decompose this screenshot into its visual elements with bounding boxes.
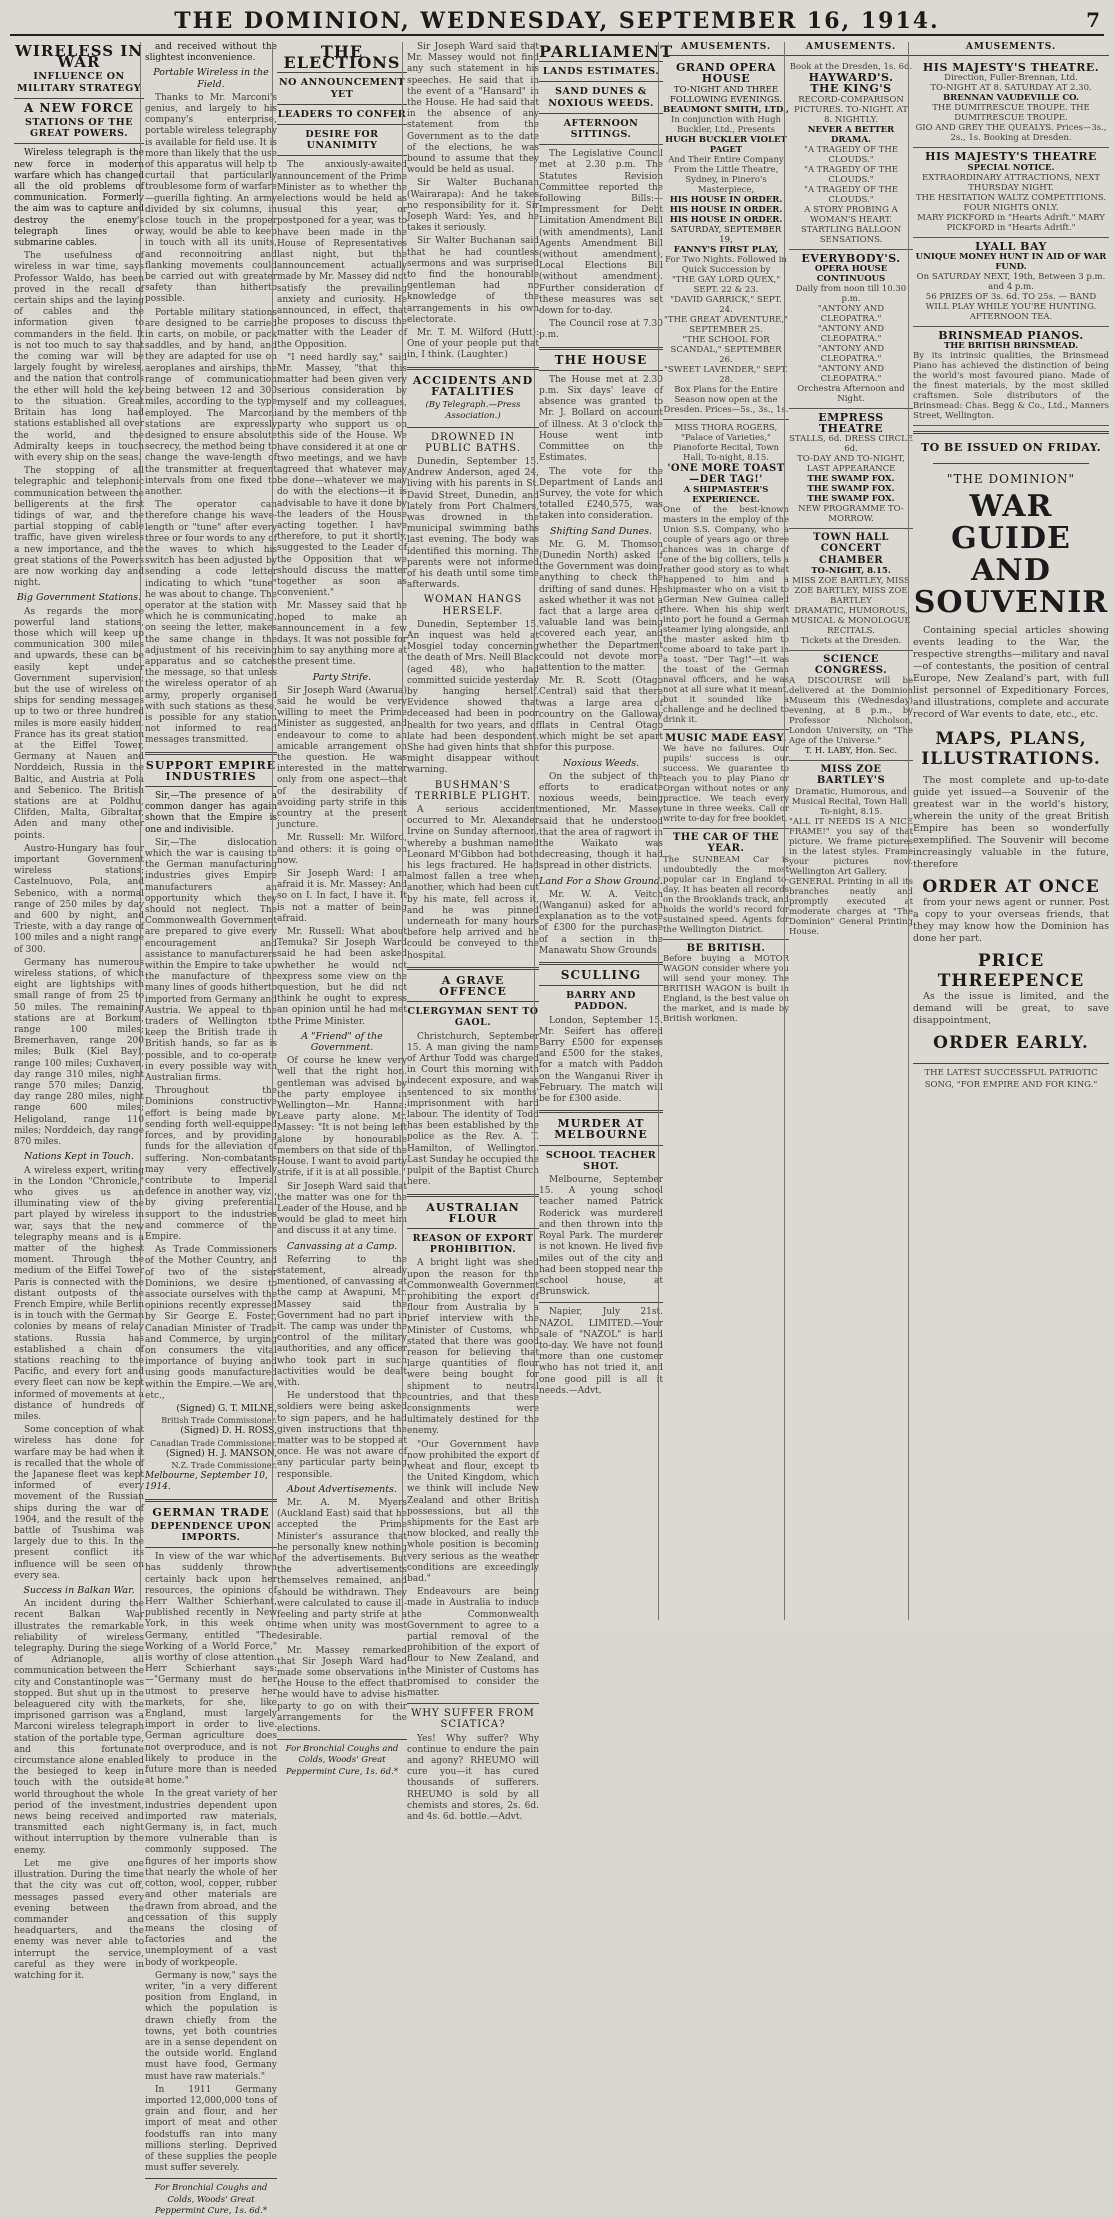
ad-his-majestys-2: HIS MAJESTY'S THEATRE SPECIAL NOTICE. EXTRAORDINARY ATTRACTIONS, NEXT THURSDAY NIGHT. THE HESITATION WALTZ COMPETITIONS. FOUR NIGHTS ONLY. MARY PICKFORD in "Hearts Adrift." MARY PICKFORD in "Hearts Adrift." — [913, 148, 1109, 237]
ad-lyall-bay: LYALL BAY UNIQUE MONEY HUNT IN AID OF WAR FUND. On SATURDAY NEXT, 19th, Between 3 p.m. and 4 p.m. 56 PRIZES OF 3s. 6d. TO 25s. — BAND WILL PLAY WHILE YOU'RE HUNTING. AFTERNOON TEA. — [913, 238, 1109, 327]
subhead-dependence: DEPENDENCE UPON IMPORTS. — [150, 1520, 272, 1543]
ad-brinsmead: BRINSMEAD PIANOS. THE BRITISH BRINSMEAD. By its intrinsic qualities, the Brinsmead Piano has achieved the distinction of being the world's most favoured piano. Made of the finest materials, by the most skilled craftsmen. Sole distributors of the Brinsmead: Chas. Begg & Co., Ltd., Manners Street, Wellington. — [913, 327, 1109, 426]
subhead-barry-paddon: BARRY AND PADDON. — [566, 990, 636, 1013]
ad-music-made-easy: MUSIC MADE EASY. We have no failures. Our pupils' success is our success. We guarantee to teach you to play Piano or Organ without notes or any practice. We teach every tune in three weeks. Call or write to-day for free booklet. — [663, 730, 789, 829]
subhead-influence: INFLUENCE ON MILITARY STRATEGY — [16, 71, 142, 94]
column-5: PARLIAMENT LANDS ESTIMATES. SAND DUNES & NOXIOUS WEEDS. AFTERNOON SITTINGS. The Legislative Council met at 2.30 p.m. The Statutes Revision Committee reported the following Bills:—Impressment for Debt Limitation Amendment Bill (with amendments), Land Agents Amendment Bill (without amendment), Local Elections Bill (without amendment). Further consideration of these measures was set down for to-day. The Council rose at 7.30 p.m. THE HOUSE The House met at 2.30 p.m. Six days' leave of absence was granted to Mr. J. Bollard on account of illness. At 3 o'clock the House went into Committee on the Estimates. The vote for the Department of Lands and Survey, the vote for which totalled £240,575, was taken into consideration. Shifting Sand Dunes. Mr. G. M. Thomson (Dunedin North) asked if the Government was doing anything to check the drifting of sand dunes. He asked whether it was not a fact that a large area of valuable land was being covered each year, and whether the Department could not devote more attention to the matter. Mr. R. Scott (Otago Central) said that there was a large area of country on the Galloway flats in Central Otago which might be set apart for this purpose. Noxious Weeds. On the subject of the efforts to eradicate noxious weeds, being mentioned, Mr. Massey said that he understood that the area of ragwort in the Waikato was decreasing, though it had spread in other districts. Land For a Show Ground. Mr. W. A. Veitch (Wanganui) asked for an explanation as to the vote of £300 for the purchase of a section in the Manawatu Show Grounds. SCULLING BARRY AND PADDON. London, September 15. Mr. Seifert has offered Barry £500 for expenses and £500 for the stakes, for a match with Paddon on the Wanganui River in February. The match will be for £300 aside. MURDER AT MELBOURNE SCHOOL TEACHER SHOT. Melbourne, September 15. A young school teacher named Patrick Roderick was murdered and then thrown into the Royal Park. The murderer is not known. He lived five miles out of the city and had been stopped near the school house, at Brunswick. Napier, July 21st. NAZOL LIMITED.—Your sale of "NAZOL" is hard to-day. We have not found more than one customer who has not tried it, and one good pill is all it needs.—Advt. — [534, 42, 667, 1620]
section-party-strife: Party Strife. — [312, 671, 372, 683]
column-2: and received without the slightest inconvenience. Portable Wireless in the Field. Thanks to Mr. Marconi's genius, and largely to his company's enterprise, portable wireless telegraphy is available for field use. It is more than likely that the use of this apparatus will help to curtail that particularly troublesome form of warfare—guerilla fighting. An army divided by six columns, in close touch in the proper way, would be able to keep in touch with all its units, and reconnoitring and flanking movements could be carried out with greater safety than hitherto possible. Portable military stations are designed to be carried in carts, on mobile, or pack saddles, and by hand, and they are adapted for use on aeroplanes and airships, the range of communication being between 12 and 300 miles, according to the type employed. The Marconi stations are expressly designed to ensure absolute secrecy, the method being to change the wave-length of the transmitter at frequent intervals from one fixed to another. The operator can therefore change his wave-length or "tune" after every three or four words to any of the waves to which his switch has been adjusted by sending a code letter indicating to which "tune" he was about to change. The operator at the station with which he is communicating, on seeing the letter, makes the same change in the adjustment of his receiving apparatus and so catches the message, so that unless the wireless operator of an army, properly organised with such stations as these, is possible for any station not informed to read messages transmitted. SUPPORT EMPIRE INDUSTRIES Sir,—The presence of a common danger has again shown that the Empire is one and indivisible. Sir,—The dislocation which the war is causing to the German manufacturing industries gives Empire manufacturers an opportunity which they should not neglect. The Commonwealth Government are prepared to give every encouragement and assistance to manufacturers within the Empire to take up the manufacture of the many lines of goods hitherto imported from Germany and Austria. We appeal to the traders of Wellington to keep the British trade in British hands, so far as is possible, and to co-operate in every possible way with Australian firms. Throughout the Dominions constructive effort is being made by sending forth well-equipped forces, and by providing funds for the alleviation of suffering. Non-combatants may very effectively contribute to Imperial defence in another way, viz., by giving preferential support to the industries and commerce of the Empire. As Trade Commissioners of the Mother Country, and of two of the sister Dominions, we desire to associate ourselves with the opinions recently expressed by Sir George E. Foster, Canadian Minister of Trade and Commerce, by urging on consumers the vital importance of buying and using goods manufactured within the Empire.—We are, etc., (Signed) G. T. MILNE, British Trade Commissioner. (Signed) D. H. ROSS, Canadian Trade Commissioner. (Signed) H. J. MANSON, N.Z. Trade Commissioner. Melbourne, September 10, 1914. GERMAN TRADE DEPENDENCE UPON IMPORTS. In view of the war which has suddenly thrown certainly back upon her resources, the opinions of Herr Walther Schierhant, published recently in New York, in this week on Germany, entitled "The Working of a World Force," is worthy of close attention. Herr Schierhant says:—"Germany must do her utmost to preserve her markets, for she, like England, must largely import in order to live. German agriculture does not overproduce, and is not likely to produce in the future more than is needed at home." In the great variety of her industries dependent upon imported raw materials, Germany is, in fact, much more vulnerable than is commonly supposed. The figures of her imports show that nearly the whole of her cotton, wool, copper, rubber and other materials are drawn from abroad, and the cessation of this supply means the closing of factories and the unemployment of a vast body of workpeople. Germany is now," says the writer, "in a very different position from England, in which the population is drawn chiefly from the towns, yet both countries are in a sense dependent on the outside world. England must have food, Germany must have raw materials." In 1911 Germany imported 12,000,000 tons of grain and flour, and her import of meat and other foodstuffs ran into many millions sterling. Deprived of these supplies the people must suffer severely. For Bronchial Coughs and Colds, Woods' Great Peppermint Cure, 1s. 6d.* — [140, 42, 281, 1620]
subhead-no-announcement: NO ANNOUNCEMENT YET — [278, 77, 406, 100]
column-4: Sir Joseph Ward said that Mr. Massey would not find any such statement in his speeches. He said that in the event of a "Hansard" in the House. He had said that in the absence of any statement from the Government as to the date of the elections, he was bound to assume that they would be held as usual. Sir Walter Buchanan (Wairarapa): And he takes no responsibility for it. Sir Joseph Ward: Yes, and he takes it seriously. Sir Walter Buchanan said that he had countless sermons and was surprised to find the honourable gentleman had no knowledge of the arrangements in his own electorate. Mr. T. M. Wilford (Hutt): One of your people put that in, I think. (Laughter.) ACCIDENTS AND FATALITIES (By Telegraph.—Press Association.) DROWNED IN PUBLIC BATHS. Dunedin, September 15. Andrew Anderson, aged 24, living with his parents in St. David Street, Dunedin, and lately from Port Chalmers, was drowned in the municipal swimming baths last evening. The body was identified this morning. The parents were not informed of his death until some time afterwards. WOMAN HANGS HERSELF. Dunedin, September 15. An inquest was held at Mosgiel today concerning the death of Mrs. Neill Black (aged 48), who had committed suicide yesterday by hanging herself. Evidence showed that deceased had been in poor health for two years, and of late had been despondent. She had given hints that she might disappear without warning. BUSHMAN'S TERRIBLE PLIGHT. A serious accident occurred to Mr. Alexander Irvine on Sunday afternoon, whereby a bushman named Leonard M'Gibbon had both his legs fractured. He had almost fallen a tree when another, which had been cut by his mate, fell across it, and he was pinned underneath for many hours before help arrived and he could be conveyed to the hospital. A GRAVE OFFENCE CLERGYMAN SENT TO GAOL. Christchurch, September 15. A man giving the name of Arthur Todd was charged in Court this morning with indecent exposure, and was sentenced to six months' imprisonment with hard labour. The identity of Todd has been established by the police as the Rev. A. T. Hamilton, of Wellington. Last Sunday he occupied the pulpit of the Baptist Church here. AUSTRALIAN FLOUR REASON OF EXPORT PROHIBITION. A bright light was shed upon the reason for the Commonwealth Government prohibiting the export of flour from Australia by a brief interview with the Minister of Customs, who stated that there was good reason for believing that large quantities of flour were being bought for shipment to neutral countries, and that these consignments were ultimately destined for the enemy. "Our Government have now prohibited the export of wheat and flour, except to the United Kingdom, which we think will include New Zealand and other British possessions, but all the shipments for the East are now blocked, and really the whole position is becoming very serious as the weather conditions are exceedingly bad." Endeavours are being made in Australia to induce the Commonwealth Government to agree to a partial removal of the prohibition of the export of flour to New Zealand, and the Minister of Customs has promised to consider the matter. WHY SUFFER FROM SCIATICA? Yes! Why suffer? Why continue to endure the pain and agony? RHEUMO will cure you—it has cured thousands of sufferers. RHEUMO is sold by all chemists and stores, 2s. 6d. and 4s. 6d. bottle.—Advt. — [402, 42, 543, 1620]
story-woman-hangs: WOMAN HANGS HERSELF. — [423, 594, 523, 617]
column-3: THE ELECTIONS NO ANNOUNCEMENT YET LEADERS TO CONFER DESIRE FOR UNANIMITY The anxiously-awaited announcement of the Prime Minister as to whether the elections would be held as usual this year, or postponed for a year, was to have been made in the House of Representatives last night, but the announcement actually made by Mr. Massey did not satisfy the prevailing anxiety and curiosity. He announced, in effect, that he proposes to discuss the matter with the Leader of the Opposition. "I need hardly say," said Mr. Massey, "that this matter had been given very serious consideration by myself and my colleagues, and by the members of the party who support us on this side of the House. We have considered it at one or two meetings, and we have agreed that whatever may be done—whatever we may do with the elections—it is advisable to have it done by the leaders of the House acting together. I have therefore, to put it shortly, suggested to the Leader of the Opposition that we should discuss the matter together as soon as convenient." Mr. Massey said that he hoped to make an announcement in a few days. It was not possible for him to say anything more at the present time. Party Strife. Sir Joseph Ward (Awarua) said he would be very willing to meet the Prime Minister as suggested, and endeavour to come to an amicable arrangement on the question. He was interested in the matter only from one aspect—that of the desirability of avoiding party strife in this country at the present juncture. Mr. Russell: Mr. Wilford, and others: it is going on now. Sir Joseph Ward: I am afraid it is. Mr. Massey: And so on I. In fact, I have it. It is not a matter of being afraid. Mr. Russell: What about Temuka? Sir Joseph Ward said he had been asked whether he would not express some view on the question, but he did not think he ought to express an opinion until he had met the Prime Minister. A "Friend" of the Government. Of course he knew very well that the right hon. gentleman was advised by the party employee in Wellington—Mr. Hanna: Leave party alone. Mr. Massey: "It is not being left alone by honourable members on that side of the House. I want to avoid party strife, if it is at all possible." Sir Joseph Ward said that the matter was one for the Leader of the House, and he would be glad to meet him and discuss it at any time. Canvassing at a Camp. Referring to the statement, already mentioned, of canvassing at the camp at Awapuni, Mr. Massey said the Government had no part in it. The camp was under the control of the military authorities, and any officer who took part in such activities would be dealt with. He understood that the soldiers were being asked to sign papers, and he had given instructions that the matter was to be stopped at once. He was not aware of any particular party being responsible. About Advertisements. Mr. A. M. Myers (Auckland East) said that he accepted the Prime Minister's assurance that he personally knew nothing of the advertisements. But the advertisements themselves remained, and should be withdrawn. They were calculated to cause ill-feeling and party strife at a time when unity was most desirable. Mr. Massey remarked that Sir Joseph Ward had made some observations in the House to the effect that he would have to advise his party to go on with their arrangements for the elections. For Bronchial Coughs and Colds, Woods' Great Peppermint Cure, 1s. 6d.* — [272, 42, 411, 1620]
subhead-sand-dunes: SAND DUNES & NOXIOUS WEEDS. — [548, 86, 654, 109]
headline-flour: AUSTRALIAN FLOUR — [426, 1200, 520, 1225]
page-number: 7 — [1086, 8, 1100, 32]
ad-car-of-year: THE CAR OF THE YEAR. The SUNBEAM Car is undoubtedly the most popular car in England to-day. It has beaten all records on the Brooklands track, and holds the world's record for sustained speed. Agents for the Wellington District. — [663, 829, 789, 939]
promo-paper: "THE DOMINION" — [946, 472, 1076, 487]
section-show-ground: Land For a Show Ground. — [539, 875, 663, 887]
promo-order-at-once: ORDER AT ONCE — [922, 877, 1100, 898]
signature-2: (Signed) D. H. ROSS, — [180, 1426, 277, 1437]
subhead-stations: STATIONS OF THE GREAT POWERS. — [24, 117, 133, 140]
ad-haywards: Book at the Dresden, 1s. 6d. HAYWARD'S. THE KING'S RECORD-COMPARISON PICTURES. TO-NIGHT. AT 8. NIGHTLY. NEVER A BETTER DRAMA. "A TRAGEDY OF THE CLOUDS." "A TRAGEDY OF THE CLOUDS." "A TRAGEDY OF THE CLOUDS." A STORY PROBING A WOMAN'S HEART. STARTLING BALLOON SENSATIONS. — [789, 59, 913, 249]
subhead-teacher-shot: SCHOOL TEACHER SHOT. — [545, 1149, 657, 1172]
col2-continuation: and received without the slightest inconvenience. — [145, 42, 277, 64]
signature-3: (Signed) H. J. MANSON, — [165, 1448, 277, 1459]
promo-title-1: WAR GUIDE — [951, 489, 1071, 557]
ad-science-congress: SCIENCE CONGRESS. A DISCOURSE will be delivered at the Dominion Museum this (Wednesday) evening, at 8 p.m., by Professor Nicholson, London University, on "The Age of the Universe." T. H. LABY, Hon. Sec. — [789, 651, 913, 761]
section-big-stations: Big Government Stations. — [16, 592, 142, 604]
promo-price: PRICE THREEPENCE — [937, 951, 1085, 992]
section-canvassing: Canvassing at a Camp. — [286, 1240, 398, 1252]
story-drowned: DROWNED IN PUBLIC BATHS. — [425, 431, 521, 454]
byline-press: (By Telegraph.—Press Association.) — [425, 400, 521, 422]
amusements-header-1: AMUSEMENTS. — [663, 42, 789, 56]
headline-murder: MURDER AT MELBOURNE — [554, 1117, 648, 1142]
headline-sculling: SCULLING — [560, 968, 642, 983]
headline-wireless: WIRELESS IN WAR — [14, 42, 144, 72]
ad-zoe-bartley: MISS ZOE BARTLEY'S Dramatic, Humorous, and Musical Recital, Town Hall, To-night, 8.15. "ALL IT NEEDS IS A NICE FRAME!" you say of that picture. We frame pictures in the latest styles. Frame your pictures now. Wellington Art Gallery. GENERAL Printing in all its branches neatly and promptly executed at moderate charges at "The Dominion" General Printing House. — [789, 764, 913, 937]
ad-one-more-toast: MISS THORA ROGERS, "Palace of Varieties," Pianoforte Recital, Town Hall, To-night, 8.15. 'ONE MORE TOAST—DER TAG!' A SHIPMASTER'S EXPERIENCE. One of the best-known masters in the employ of the Union S.S. Company, who a couple of years ago or three chances was in charge of one of the big colliers, tells a rather good story as to what happened to him and a shipmaster who on a visit to German New Guinea called there. When his ship went into port he found a German steamer lying alongside, and the master asked him to come aboard to take part in a toast. "Der Tag!"—it was the toast of the German naval officers, and he was not at all sure what it meant, but it sounded like a challenge and he declined to drink it. — [663, 420, 789, 730]
subhead-new-force: A NEW FORCE — [24, 100, 134, 115]
column-8-amusements — [908, 42, 1113, 1620]
headline-accidents: ACCIDENTS AND FATALITIES — [412, 373, 534, 398]
col2-footer-ad: For Bronchial Coughs and Colds, Woods' Great Peppermint Cure, 1s. 6d.* — [154, 2183, 268, 2216]
headline-elections: THE ELECTIONS — [283, 42, 401, 73]
headline-parliament: PARLIAMENT — [539, 42, 674, 61]
subhead-export: REASON OF EXPORT PROHIBITION. — [412, 1232, 534, 1256]
section-portable-wireless: Portable Wireless in the Field. — [153, 67, 269, 90]
subhead-clergyman: CLERGYMAN SENT TO GAOL. — [407, 1006, 539, 1029]
column-6-amusements — [658, 42, 793, 1620]
ad-town-hall-concert: TOWN HALL CONCERT CHAMBER TO-NIGHT, 8.15. MISS ZOE BARTLEY, MISS ZOE BARTLEY, MISS ZOE BARTLEY DRAMATIC, HUMOROUS, MUSICAL & MONOLOGUE RECITALS. Tickets at the Dresden. — [789, 529, 913, 651]
masthead-title: THE DOMINION, WEDNESDAY, SEPTEMBER 16, 1914. — [174, 8, 940, 34]
signature-place: Melbourne, September 10, 1914. — [145, 1471, 268, 1493]
ad-grand-opera-house: GRAND OPERA HOUSE TO-NIGHT AND THREE FOLLOWING EVENINGS. BEAUMONT SMITH, LTD., In conjunction with Hugh Buckler, Ltd., Presents HUGH BUCKLER VIOLET PAGET And Their Entire Company From the Little Theatre, Sydney, in Pinero's Masterpiece, HIS HOUSE IN ORDER. HIS HOUSE IN ORDER. HIS HOUSE IN ORDER. SATURDAY, SEPTEMBER 19, FANNY'S FIRST PLAY, For Two Nights. Followed in Quick Succession by "THE GAY LORD QUEX," SEPT. 22 & 23. "DAVID GARRICK," SEPT. 24. "THE GREAT ADVENTURE," SEPTEMBER 25. "THE SCHOOL FOR SCANDAL," SEPTEMBER 26. "SWEET LAVENDER," SEPT. 28. Box Plans for the Entire Season now open at the Dresden. Prices—5s., 3s., 1s. — [663, 59, 789, 419]
subhead-unanimity: DESIRE FOR UNANIMITY — [305, 129, 379, 152]
story-bushman: BUSHMAN'S TERRIBLE PLIGHT. — [415, 779, 531, 802]
headline-german-trade: GERMAN TRADE — [152, 1505, 270, 1519]
promo-title-2: AND SOUVENIR — [913, 553, 1109, 621]
column-1: WIRELESS IN WAR INFLUENCE ON MILITARY STRATEGY A NEW FORCE STATIONS OF THE GREAT POWERS. Wireless telegraph is the new force in modern warfare which has changed all the old problems of communication. Formerly the aim was to capture and destroy the enemy's telegraph lines or submarine cables. The usefulness of wireless in war time, says Professor Waldo, has been proved in the recall of certain ships and the laying of cables and the information given to commanders in the field. It is not too much to say that the coming war will be largely fought by wireless, and the nation that controls the ether will hold the key to the situation. Great Britain has long had stations established all over the world, and the Admiralty keeps in touch with every ship on the seas. The stopping of all telegraphic and telephonic communication between the belligerents at the first tidings of war, and the partial stopping of cable traffic, have given wireless a new importance, and the great stations of the Powers are now working day and night. Big Government Stations. As regards the more powerful land stations, those which will keep up communication 300 miles and upwards, these can be easily kept under Government supervision; but the use of wireless on ships for sending messages up to two or three hundred miles is more easily hidden. France has its great station at the Eiffel Tower, Germany at Nauen and Norddeich, Russia in the Baltic, and Austria at Pola and Sebenico. The British stations are at Poldhu, Clifden, Malta, Gibraltar, Aden and many other points. Austro-Hungary has four important Government wireless stations; Castelnuovo, Pola, and Sebenico, with a normal range of 250 miles by day and 600 by night, and Trieste, with a day range of 100 miles and a night range of 300. Germany has numerous wireless stations, of which eight are lightships with small range of from 25 to 50 miles. The remaining stations are at Borkum, range 100 miles; Bremerhaven, range 200 miles; Bulk (Kiel Bay), range 100 miles; Cuxhaven, day range 310 miles, night range 570 miles; Danzig, day range 280 miles, night range 600 miles; Heligoland, range 110 miles; Norddeich, day range 870 miles. Nations Kept in Touch. A wireless expert, writing in the London "Chronicle," who gives us an illuminating view of the part played by wireless in war, says that the new telegraphy means and is a matter of the highest moment. Through the medium of the Eiffel Tower Paris is connected with the distant outposts of the French Empire, while Berlin is in touch with the German colonies by means of relay stations. Russia has established a chain of stations reaching to the Pacific, and every fort and every fleet can now be kept informed of movements at a distance of hundreds of miles. Some conception of what wireless has done for warfare may be had when it is recalled that the whole of the Japanese fleet was kept informed of every movement of the Russian ships during the war of 1904, and the result of the battle of Tsushima was largely due to this. In the present conflict its influence will be seen on every sea. Success in Balkan War. An incident during the recent Balkan War illustrates the remarkable reliability of wireless telegraphy. During the siege of Adrianople, all communication between the city and Constantinople was stopped. But shut up in the beleaguered city with the imprisoned garrison was a Marconi wireless telegraph station of the portable type, and this fortunate circumstance alone enabled the besieged to keep in touch with the outside world throughout the whole period of the investment, news being received and transmitted each night without interruption by the enemy. Let me give one illustration. During the time that the city was cut off, messages passed every evening between the commander and headquarters, and the enemy was never able to interrupt the service, careful as they were in watching for it. — [14, 42, 144, 1981]
promo-war-guide: TO BE ISSUED ON FRIDAY. "THE DOMINION" WAR GUIDE AND SOUVENIR Containing special articles showing events leading to the War, the respective strengths—military and naval—of contestants, the position of central Europe, New Zealand's part, with full list personnel of Expeditionary Forces, and illustrations, complete and accurate record of War events to date, etc., etc. MAPS, PLANS, ILLUSTRATIONS. The most complete and up-to-date guide yet issued—a Souvenir of the greatest war in the world's history, wherein the unity of the great British Empire has been so wonderfully exemplified. The Souvenir will become increasingly valuable in the future, therefore ORDER AT ONCE from your news agent or runner. Post a copy to your overseas friends, that they may know how the Dominion has done her part. PRICE THREEPENCE As the issue is limited, and the demand will be great, to save disappointment, ORDER EARLY. THE LATEST SUCCESSFUL PATRIOTIC SONG, "FOR EMPIRE AND FOR KING." — [913, 441, 1109, 1090]
ad-be-british: BE BRITISH. Before buying a MOTOR WAGON consider where you will send your money. The BRITISH WAGON is built in England, is the best value on the market, and is made by British workmen. — [663, 942, 789, 1024]
ad-his-majestys-1: HIS MAJESTY'S THEATRE. Direction, Fuller-Brennan, Ltd. TO-NIGHT AT 8. SATURDAY AT 2.30. BRENNAN VAUDEVILLE CO. THE DUMITRESCUE TROUPE. THE DUMITRESCUE TROUPE. GIO AND GREY THE QUEALYS. Prices—3s., 2s., 1s. Booking at Dresden. — [913, 59, 1109, 148]
promo-order-early: ORDER EARLY. — [933, 1033, 1089, 1054]
section-friend: A "Friend" of the Government. — [301, 1030, 383, 1054]
ad-everybodys: EVERYBODY'S. OPERA HOUSE CONTINUOUS Daily from noon till 10.30 p.m. "ANTONY AND CLEOPATRA." "ANTONY AND CLEOPATRA." "ANTONY AND CLEOPATRA." "ANTONY AND CLEOPATRA." Orchestra Afternoon and Night. — [789, 250, 913, 409]
promo-maps: MAPS, PLANS, ILLUSTRATIONS. — [921, 729, 1101, 770]
amusements-header-3: AMUSEMENTS. — [913, 42, 1109, 56]
promo-kicker: TO BE ISSUED ON FRIDAY. — [920, 441, 1102, 455]
letter-lead: Sir,—The presence of a common danger has again shown that the Empire is one and indivisible. — [145, 791, 277, 835]
column-7-amusements — [784, 42, 917, 1620]
col3-footer-ad: For Bronchial Coughs and Colds, Woods' Great Peppermint Cure, 1s. 6d.* — [285, 1744, 399, 1777]
section-noxious-weeds: Noxious Weeds. — [562, 757, 640, 769]
headline-support-empire: SUPPORT EMPIRE INDUSTRIES — [145, 758, 277, 783]
amusements-header-2: AMUSEMENTS. — [789, 42, 913, 56]
section-balkan: Success in Balkan War. — [23, 1585, 135, 1597]
headline-house: THE HOUSE — [554, 352, 648, 367]
article-lead: Wireless telegraph is the new force in modern warfare which has changed all the old problems of communication. Formerly the aim was to capture and destroy the enemy's telegraph lines or submarine cables. — [14, 148, 144, 249]
ad-sciatica: WHY SUFFER FROM SCIATICA? — [411, 1708, 535, 1731]
headline-grave-offence: A GRAVE OFFENCE — [439, 973, 507, 999]
article-body: The usefulness of wireless in war time, says Professor Waldo, has been proved in the recall of certain ships and the laying of cables and the information given to commanders in the field. It is not too much to say that the coming war will be largely fought by wireless, and the nation that controls the ether will hold the key to the situation. Great Britain has long had stations established all over the world, and the Admiralty keeps in touch with every ship on the seas. — [14, 251, 144, 463]
subhead-leaders: LEADERS TO CONFER — [277, 108, 407, 120]
ad-empress: EMPRESS THEATRE STALLS, 6d. DRESS CIRCLE 6d. TO-DAY AND TO-NIGHT, LAST APPEARANCE THE SWAMP FOX. THE SWAMP FOX. THE SWAMP FOX. NEW PROGRAMME TO-MORROW. — [789, 409, 913, 529]
section-nations: Nations Kept in Touch. — [23, 1151, 135, 1163]
section-sand-dunes: Shifting Sand Dunes. — [549, 525, 653, 537]
masthead — [10, 4, 1104, 36]
subhead-lands: LANDS ESTIMATES. — [542, 66, 660, 78]
signature-1: (Signed) G. T. MILNE, — [176, 1403, 277, 1414]
subhead-afternoon: AFTERNOON SITTINGS. — [563, 117, 639, 141]
section-advertisements: About Advertisements. — [287, 1483, 397, 1495]
